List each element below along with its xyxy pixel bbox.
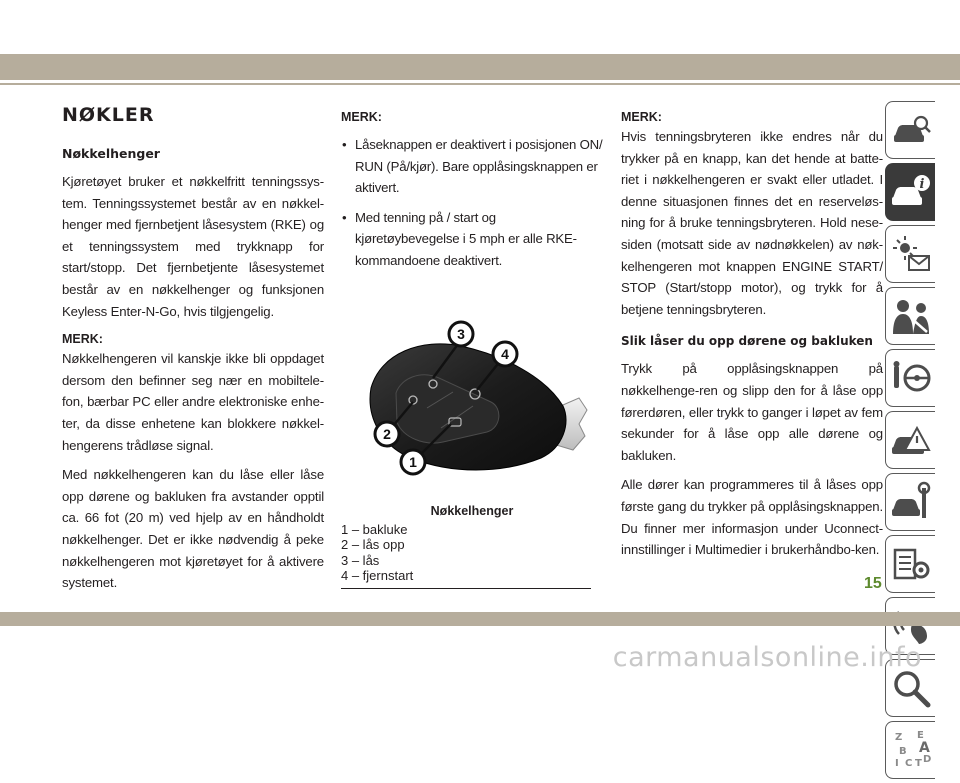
maintenance-icon [889,480,933,524]
bullet-dot: • [342,137,347,152]
index-letter: A [918,740,930,756]
unlock-heading: Slik låser du opp dørene og bakluken [621,334,873,349]
tab-warning-lights[interactable] [885,225,935,283]
key-fob-illustration [341,298,603,498]
tab-getting-to-know[interactable] [885,101,935,159]
legend-rule [341,588,591,589]
note-bullet [341,134,603,199]
tab-getting-to-know-vehicle[interactable] [885,163,935,221]
figure-legend [341,522,603,584]
watermark: carmanualsonline.info [612,642,922,673]
note-label: MERK: [62,332,103,347]
section-title: NØKLER [62,104,155,126]
column-2 [341,108,603,589]
unlock-paragraph: Trykk på opplåsingsknappen på nøkkelhenge-ren og slipp den for å låse opp førerdøren, eller trykk to ganger i løpet av fem sekunder for å låse opp alle dørene og bakluken. [621,361,883,463]
emergency-icon [889,418,933,462]
index-icon [889,728,933,772]
note-label: MERK: [621,110,662,124]
tab-starting-operating[interactable] [885,349,935,407]
column-3 [621,108,883,561]
page-number: 15 [864,575,882,592]
legend-item: 1 – bakluke [341,521,408,537]
driver-safety-icon [889,294,933,338]
note-label: MERK: [341,110,382,124]
subsection-title: Nøkkelhenger [62,146,160,161]
note-bullet [341,207,603,272]
note-text: Nøkkelhengeren vil kanskje ikke bli oppdaget dersom den befinner seg nær en mobiltele-fon, bærbar PC eller andre elektroniske enhe-ter, da disse enhetene kan blokkere nøkkel-hengerens trådløse signal. [62,351,324,453]
car-search-icon [889,108,933,152]
index-letter: B [898,746,907,757]
index-letter: E [916,730,924,741]
legend-item: 3 – lås [341,552,380,568]
note-text: Hvis tenningsbryteren ikke endres når du trykker på en knapp, kan det hende at batte-riet i nøkkelhengeren er svakt eller utladet. I denne situasjonen finnes det en reserveløs-ning for å bruke tenningsbryteren. Hold nese-siden (motsatt side av nødnøkkelen) av nøk-kelhengeren mot knappen ENGINE START/ STOP (Start/stopp motor), og trykk for å betjene tenningsbryteren. [621,129,883,317]
figure-caption: Nøkkelhenger [430,503,514,518]
header-band [0,54,960,80]
key-fob-figure [341,298,603,498]
range-paragraph: Med nøkkelhengeren kan du låse eller låse opp dørene og bakluken fra avstander opptil ca. 66 fot (20 m) ved hjelp av en håndholdt nøkkelhenger. Det er ikke nødvendig å peke nøkkelhengeren mot kjøretøyet for å aktivere systemet. [62,467,324,591]
callout-1: 1 [409,453,417,470]
callout-3: 3 [457,325,465,342]
bullet-text: Med tenning på / start og kjøretøybevegelse i 5 mph er alle RKE-kommandoene deaktivert. [355,209,577,268]
callout-4: 4 [501,345,509,362]
index-letter: D [922,754,931,765]
specifications-icon [889,542,933,586]
svg-text:i: i [919,177,924,192]
index-letter: T [914,758,922,769]
chapter-tabs [885,101,935,783]
index-letter: Z [894,732,902,743]
warning-lights-icon [889,232,933,276]
callout-2: 2 [383,425,391,442]
intro-paragraph: Kjøretøyet bruker et nøkkelfritt tenningssys-tem. Tenningssystemet består av en nøkkel-henger med fjernbetjent låsesystem (RKE) og et tenningssystem med trykknapp for start/stopp. Det fjernbetjente låsesystemet består av en nøkkelhenger og funksjonen Keyless Enter-N-Go, hvis tilgjengelig. [62,174,324,319]
tab-servicing-maintenance[interactable] [885,473,935,531]
index-letter: C [904,758,912,769]
programming-paragraph: Alle dører kan programmeres til å låses opp første gang du trykker på opplåsingsknappen. Du finner mer informasjon under Uconnect-innstillinger i Multimedier i brukerhåndbo-ken. [621,477,883,558]
tab-in-case-of-emergency[interactable] [885,411,935,469]
tab-safety[interactable] [885,287,935,345]
tab-technical-specifications[interactable] [885,535,935,593]
header-rule [0,83,960,85]
index-letter: I [894,758,899,769]
legend-item: 4 – fjernstart [341,568,414,584]
car-info-icon [889,170,933,214]
bullet-text: Låseknappen er deaktivert i posisjonen ON/ RUN (På/kjør). Bare opplåsingsknappen er aktivert. [355,137,603,196]
footer-band [0,612,960,626]
column-1 [62,100,324,594]
bullet-dot: • [342,209,347,225]
driving-icon [889,356,933,400]
legend-item: 2 – lås opp [341,537,405,553]
tab-index[interactable] [885,721,935,779]
